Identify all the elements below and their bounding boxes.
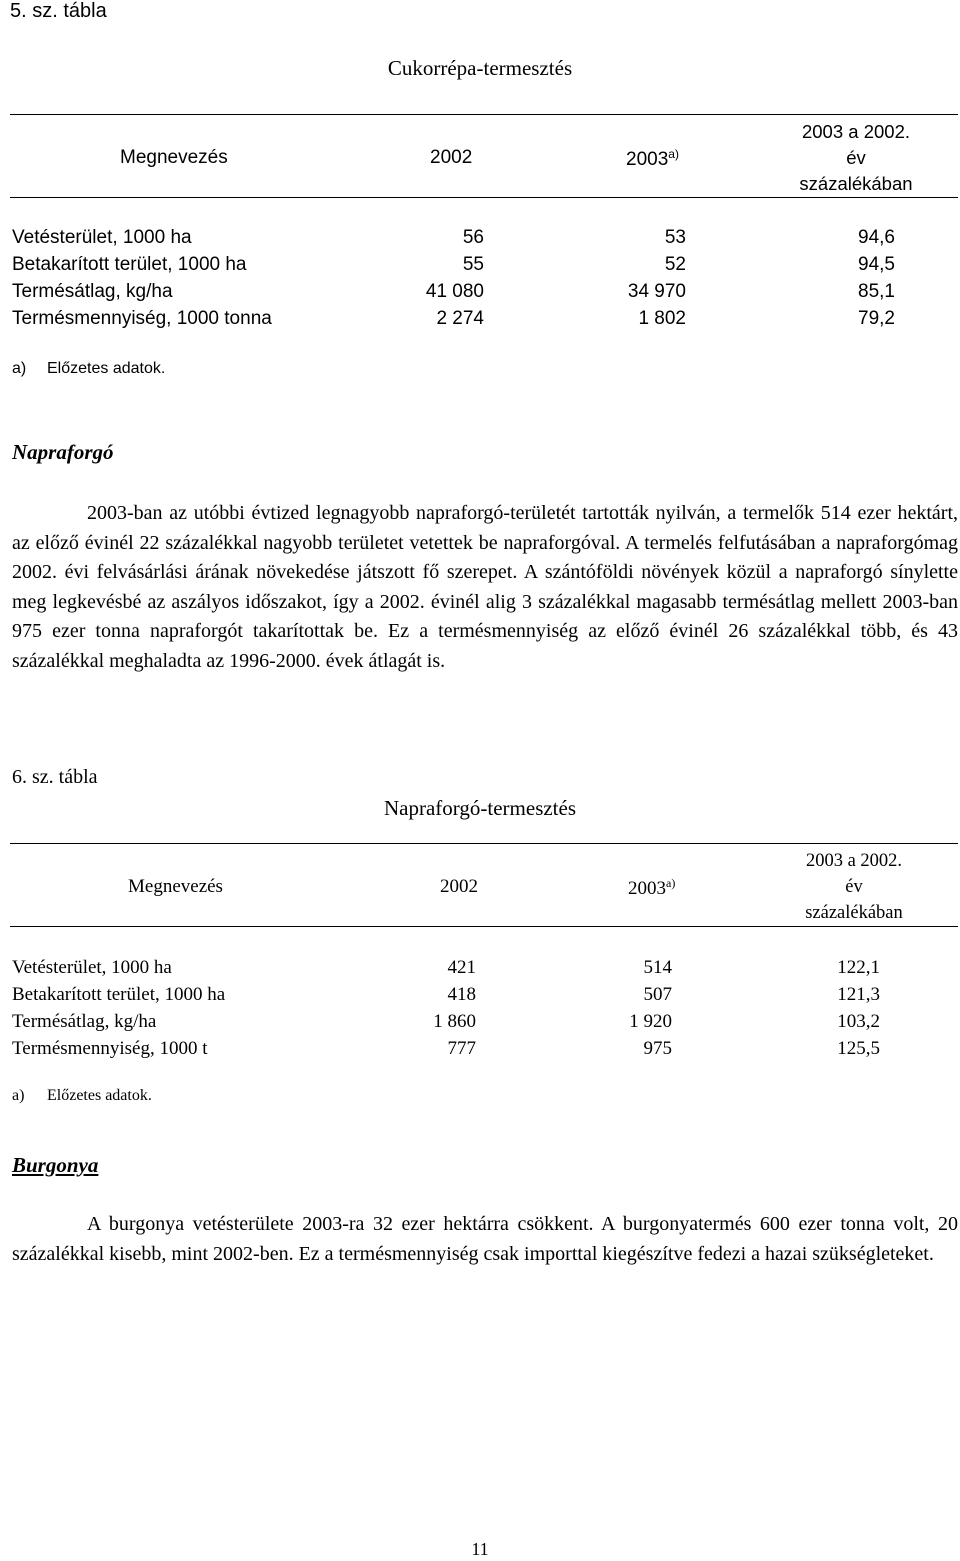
table6-header-percent: 2003 a 2002. év százalékában — [805, 851, 903, 923]
table6-note-mark: a) — [12, 1087, 25, 1104]
table5-header-percent: 2003 a 2002. év százalékában — [799, 121, 913, 194]
section-heading-burgonya: Burgonya — [12, 1153, 99, 1177]
table6-label: 6. sz. tábla — [12, 766, 98, 788]
table5-title: Cukorrépa-termesztés — [387, 56, 573, 80]
table6-header-rule — [10, 926, 958, 927]
section-heading-napraforgo: Napraforgó — [12, 440, 114, 464]
table5-header-name: Megnevezés — [120, 147, 228, 168]
table5-label: 5. sz. tábla — [10, 0, 107, 22]
table6-header-name: Megnevezés — [128, 876, 223, 897]
table5-header-2003: 2003$^{a)}$ — [626, 147, 679, 170]
table6-top-rule — [10, 843, 958, 844]
table5-note-text: Előzetes adatok. — [47, 360, 166, 377]
table5-top-rule — [10, 114, 958, 115]
table6-note-text: Előzetes adatok. — [47, 1087, 152, 1104]
page-number: 11 — [471, 1539, 489, 1559]
table6-header-2003: 2003$^{a)}$ — [628, 876, 676, 899]
table5-header-rule — [10, 197, 958, 198]
table6-title: Napraforgó-termesztés — [383, 796, 577, 820]
section-paragraph-burgonya: A burgonya vetésterülete 2003-ra 32 ezer hektárra csökkent. A burgonyatermés 600 ezer tonna volt, 20 százalékkal kisebb, mint 2002-ben. Ez a termésmennyiség csak importtal kiegészítve fedezi a hazai szükségleteket. — [12, 1213, 958, 1265]
table5-note-mark: a) — [12, 360, 27, 377]
table5-header-2002: 2002 — [430, 147, 473, 168]
section-paragraph-napraforgo: 2003-ban az utóbbi évtized legnagyobb napraforgó-területét tartották nyilván, a termelők 514 ezer hektárt, az előző évinél 22 százalékkal nagyobb területet vetettek be napraforgóval. A termelés felfutásában a napraforgómag 2002. évi felvásárlási árának növekedése játszott fő szerepet. A szántóföldi növények közül a napraforgó sínylette meg legkevésbé az aszályos időszakot, így a 2002. évinél alig 3 százalékkal magasabb termésátlag mellett 2003-ban 975 ezer tonna napraforgót takarítottak be. Ez a termésmennyiség az előző évinél 26 százalékkal több, és 43 százalékkal meghaladta az 1996-2000. évek átlagát is. — [12, 502, 958, 672]
table6-header-2002: 2002 — [440, 876, 478, 897]
